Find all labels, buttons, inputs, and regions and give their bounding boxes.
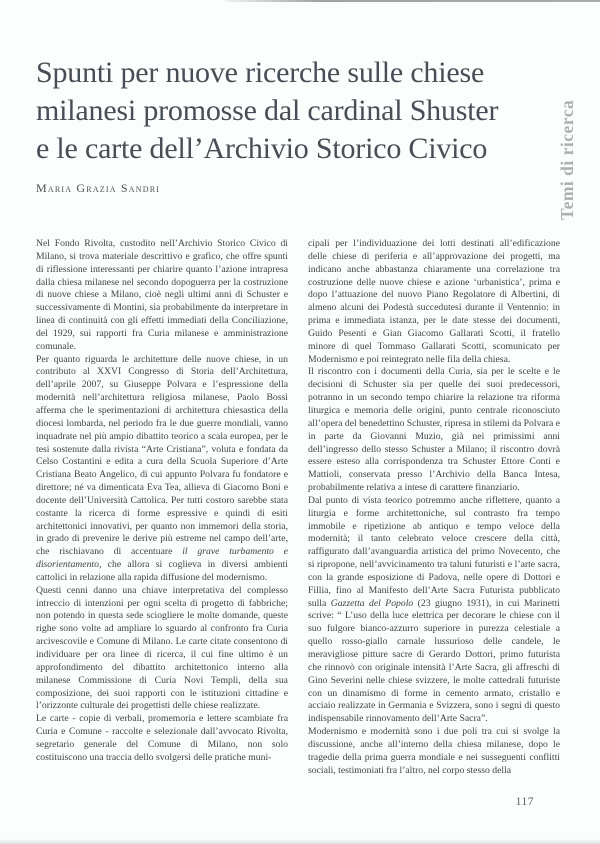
body-paragraph: Nel Fondo Rivolta, custodito nell’Archivio Storico Civico di Milano, si trova materiale descrittivo e grafico, che offre spunti di riflessione interessanti per chiarire quanto l’azione intrapresa dalla chiesa milanese nel secondo dopoguerra per la costruzione di nuove chiese a Milano, cioè negli ultimi anni di Schuster e successivamente di Montini, sia probabilmente da interpretare in linea di continuità con gli effetti immediati della Conciliazione, del 1929, sui rapporti fra Curia milanese e amministrazione comunale.: [36, 238, 288, 352]
section-tab-label: Temi di ricerca: [557, 99, 577, 220]
body-paragraph: Questi cenni danno una chiave interpretativa del complesso intreccio di intenzioni per ogni scelta di progetto di fabbriche; non potendo in questa sede sciogliere le molte domande, queste righe sono volte ad ampliare lo sguardo al confronto fra Curia arcivescovile e Comune di Milano. Le carte citate consentono di individuare per ora linee di ricerca, il cui fine ultimo è un approfondimento del dibattito architettonico interno alla milanese Commissione di Curia Novi Templi, della sua composizione, dei suoi rapporti con le istituzioni cittadine e l’orizzonte culturale dei progettisti delle chiese realizzate.: [36, 584, 288, 712]
article-title: [36, 54, 540, 168]
left-column: [36, 238, 288, 798]
body-paragraph: Dal punto di vista teorico potremmo anche riflettere, quanto a liturgia e forme architettoniche, sul contrasto fra tempo immobile e ripetizione ab antiquo e tempo veloce della modernità; il tanto celebrato veloce crescere della città, raffigurato dall’avanguardia artistica del primo Novecento, che si ripropone, nell’avvicinamento tra taluni futuristi e l’arte sacra, con la grande esposizione di Padova, nelle opere di Dottori e Fillia, fino al Manifesto dell’Arte Sacra Futurista pubblicato sulla Gazzetta del Popolo (23 giugno 1931), in cui Marinetti scrive: “ L’uso della luce elettrica per decorare le chiese con il suo fulgore bianco-azzurro superiore in purezza celestiale a quello rosso-giallo carnale lussurioso delle candele, le meravigliose pitture sacre di Gerardo Dottori, primo futurista che rinnovò con originale intensità l’Arte Sacra, gli affreschi di Gino Severini nelle chiese svizzere, le molte cattedrali futuriste con un dinamismo di forme in cemento armato, cristallo e acciaio realizzate in Germania e Svizzera, sono i segni di questo indispensabile rinnovamento dell’Arte Sacra”.: [308, 494, 560, 725]
body-paragraph: Le carte - copie di verbali, promemoria e lettere scambiate fra Curia e Comune - raccolte e selezionale dall’avvocato Rivolta, segretario generale del Comune di Milano, non solo costituiscono una traccia dello svolgersi delle pratiche muni-: [36, 713, 288, 763]
scan-edge-bottom: [0, 839, 600, 844]
title-line-2: milanesi promosse dal cardinal Shuster: [36, 94, 499, 127]
body-paragraph: Il riscontro con i documenti della Curia, sia per le scelte e le decisioni di Schuster sia per quelle dei suoi predecessori, potranno in un secondo tempo chiarire la relazione tra riforma liturgica e memoria delle origini, punto centrale riconosciuto all’opera del benedettino Schuster, ripresa in stilemi da Polvara e in parte da Giovanni Muzio, già nei primissimi anni dell’ingresso dello stesso Schuster a Milano; il riscontro dovrà essere esteso alla corrispondenza tra Schuster Ettore Conti e Mattioli, conservata presso l’Archivio della Banca Intesa, probabilmente relativa a intese di carattere finanziario.: [308, 366, 560, 494]
section-tab: [557, 68, 578, 220]
body-paragraph: Modernismo e modernità sono i due poli tra cui si svolge la discussione, anche all’interno della chiesa milanese, dopo le tragedie della prima guerra mondiale e nei susseguenti conflitti sociali, testimoniati fra l’altro, nel corpo stesso della: [308, 726, 560, 776]
body-paragraph: Per quanto riguarda le architetture delle nuove chiese, in un contributo al XXVI Congresso di Storia dell’Architettura, dell’aprile 2007, su Giuseppe Polvara e l’espressione della modernità nell’architettura religiosa milanese, Paolo Bossi afferma che le sperimentazioni di architettura chiesastica della diocesi lombarda, nel periodo fra le due guerre mondiali, vanno inquadrate nel più ampio dibattito teorico a scala europea, per le tesi sostenute dalla rivista “Arte Cristiana”, voluta e fondata da Celso Costantini e edita a cura della Scuola Superiore d’Arte Cristiana Beato Angelico, di cui appunto Polvara fu fondatore e direttore; né va dimenticata Eva Tea, allieva di Giacomo Boni e docente dell’Università Cattolica. Per tutti costoro sarebbe stata costante la ricerca di forme espressive e quindi di esiti architettonici innovativi, per quanto non immemori della storia, in grado di prevenire le derive più estreme nel campo dell’arte, che rischiavano di accentuare il grave turbamento e disorientamento, che allora si coglieva in diversi ambienti cattolici in relazione alla rapida diffusione del modernismo.: [36, 353, 288, 583]
title-line-3: e le carte dell’Archivio Storico Civico: [36, 132, 488, 165]
article-header: [36, 54, 540, 196]
title-line-1: Spunti per nuove ricerche sulle chiese: [36, 56, 485, 89]
scan-edge-top: [225, 0, 600, 2]
right-column: [308, 238, 560, 798]
body-paragraph: cipali per l’individuazione dei lotti destinati all’edificazione delle chiese di periferia e all’approvazione dei progetti, ma indicano anche abbastanza chiaramente una correlazione tra costruzione delle nuove chiese e azione ‘urbanistica’, prima e dopo l’attuazione del nuovo Piano Regolatore di Albertini, di almeno alcuni dei Podestà succedutesi durante il Ventennio: in prima e immediata istanza, per le date stesse dei documenti, Guido Pesenti e Gian Giacomo Gallarati Scotti, il fratello minore di quel Tommaso Gallarati Scotti, scomunicato per Modernismo e poi reintegrato nelle fila della chiesa.: [308, 238, 560, 365]
article-body: [36, 238, 560, 798]
author-name: Maria Grazia Sandri: [36, 181, 161, 195]
page-number: 117: [515, 796, 534, 808]
